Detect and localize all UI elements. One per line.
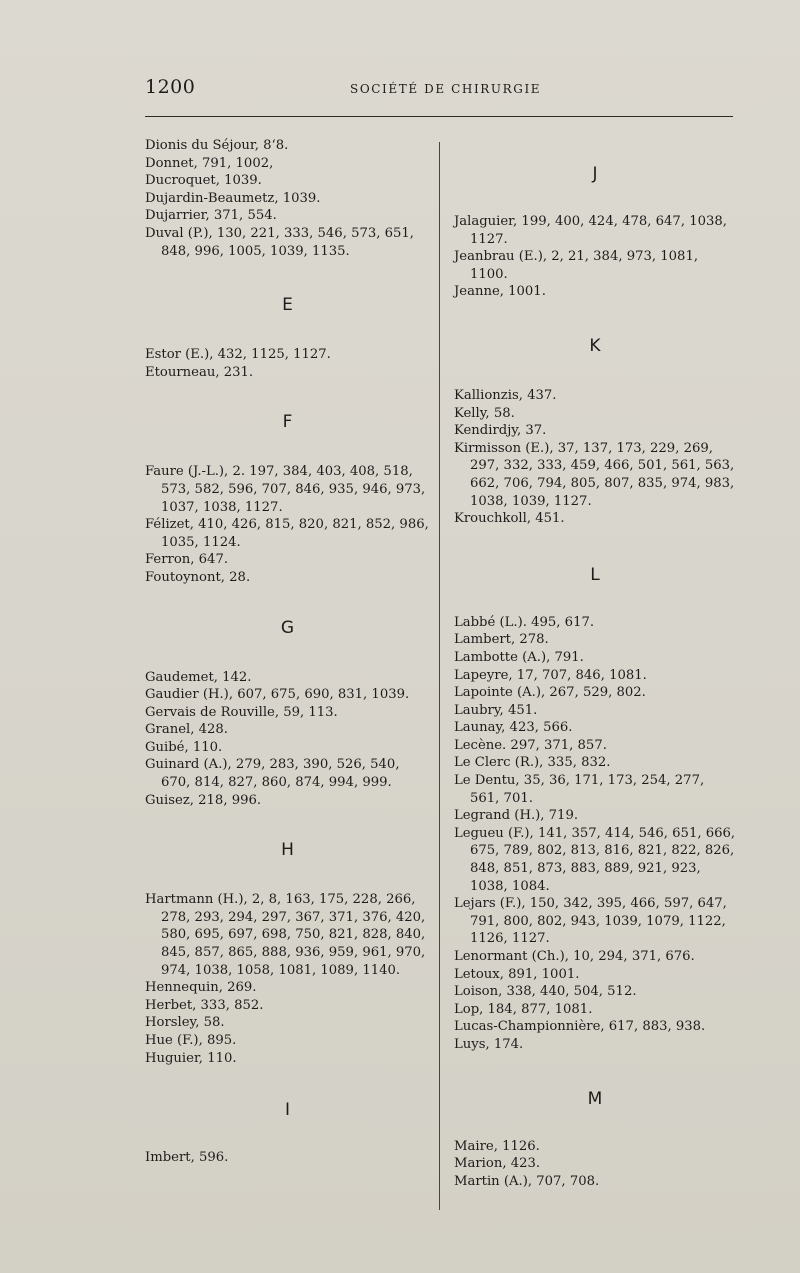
- section-letter-e: E: [282, 295, 293, 316]
- index-entry: Jeanne, 1001.: [454, 284, 546, 300]
- left-column: [145, 137, 430, 1167]
- index-entry: Jeanbrau (E.), 2, 21, 384, 973, 1081, 1100.: [454, 249, 699, 282]
- index-entry: Labbé (L.). 495, 617.: [454, 614, 595, 630]
- section-letter-f: F: [282, 412, 293, 433]
- index-entry: Marion, 423.: [454, 1156, 541, 1172]
- index-entry: Loison, 338, 440, 504, 512.: [454, 984, 637, 1000]
- index-entry: Jalaguier, 199, 400, 424, 478, 647, 1038, 1127.: [454, 214, 727, 247]
- page-header: [145, 76, 735, 104]
- section-letter-k: K: [589, 335, 601, 356]
- index-entry: Dujardin-Beaumetz, 1039.: [145, 190, 321, 206]
- index-entry: Laubry, 451.: [454, 702, 538, 718]
- index-entry: Guisez, 218, 996.: [145, 792, 262, 808]
- index-entry: Huguier, 110.: [145, 1050, 237, 1066]
- index-entry: Félizet, 410, 426, 815, 820, 821, 852, 986, 1035, 1124.: [145, 517, 429, 550]
- index-entry: Guinard (A.), 279, 283, 390, 526, 540, 670, 814, 827, 860, 874, 994, 999.: [145, 757, 400, 791]
- section-letter-h: H: [281, 840, 294, 861]
- index-entry: Duval (P.), 130, 221, 333, 546, 573, 651, 848, 996, 1005, 1039, 1135.: [145, 225, 414, 259]
- index-entry: Faure (J.-L.), 2. 197, 384, 403, 408, 518, 573, 582, 596, 707, 846, 935, 946, 973, 1037, 1038, 1127.: [145, 464, 426, 515]
- index-entry: Martin (A.), 707, 708.: [454, 1173, 600, 1189]
- index-entry: Gervais de Rouville, 59, 113.: [145, 704, 338, 720]
- index-entry: Lop, 184, 877, 1081.: [454, 1001, 593, 1017]
- index-entry: Kallionzis, 437.: [454, 387, 557, 403]
- index-entry: Le Clerc (R.), 335, 832.: [454, 755, 611, 771]
- index-entry: Hue (F.), 895.: [145, 1033, 237, 1048]
- index-entry: Imbert, 596.: [145, 1150, 229, 1166]
- index-entry: Luys, 174.: [454, 1036, 524, 1052]
- index-entry: Lenormant (Ch.), 10, 294, 371, 676.: [454, 949, 695, 964]
- index-entry: Lucas-Championnière, 617, 883, 938.: [454, 1019, 706, 1035]
- section-letter-g: G: [280, 617, 295, 638]
- index-entry: Hartmann (H.), 2, 8, 163, 175, 228, 266, 278, 293, 294, 297, 367, 371, 376, 420, 580, 695, 697, 698, 750, 821, 828, 840, 845, 857, 865, 888, 936, 959, 961, 970, 974, 1038, 1058, 1081, 1089, 1140.: [145, 892, 426, 978]
- index-entry: Legrand (H.), 719.: [454, 808, 579, 824]
- index-entry: Hennequin, 269.: [145, 980, 257, 996]
- index-entry: Kendirdjy, 37.: [454, 423, 547, 439]
- index-entry: Herbet, 333, 852.: [145, 997, 264, 1013]
- section-letter-i: I: [284, 1100, 290, 1121]
- index-entry: Donnet, 791, 1002,: [145, 155, 274, 171]
- running-title: SOCIÉTÉ DE CHIRURGIE: [350, 82, 542, 96]
- section-letter-l: L: [590, 564, 600, 585]
- index-entry: Kirmisson (E.), 37, 137, 173, 229, 269, 297, 332, 333, 459, 466, 501, 561, 563, 662, 706, 794, 805, 807, 835, 974, 983, 1038, 1039, 1127.: [454, 440, 735, 509]
- index-entry: Legueu (F.), 141, 357, 414, 546, 651, 666, 675, 789, 802, 813, 816, 821, 822, 826, 848, 851, 873, 883, 889, 921, 923, 1038, 1084.: [454, 825, 736, 894]
- index-entry: Le Dentu, 35, 36, 171, 173, 254, 277, 561, 701.: [454, 773, 705, 806]
- right-column: [454, 137, 736, 1190]
- section-letter-m: M: [587, 1088, 603, 1109]
- index-entry: Lecène. 297, 371, 857.: [454, 737, 607, 753]
- page-number: 1200: [145, 76, 196, 98]
- index-entry: Etourneau, 231.: [145, 364, 254, 380]
- index-entry: Lambert, 278.: [454, 632, 549, 648]
- index-entry: Launay, 423, 566.: [454, 720, 573, 736]
- index-entry: Dujarrier, 371, 554.: [145, 208, 277, 224]
- index-entry: Gaudemet, 142.: [145, 669, 252, 685]
- index-entry: Foutoynont, 28.: [145, 569, 251, 585]
- index-entry: Ferron, 647.: [145, 552, 229, 568]
- index-entry: Lapeyre, 17, 707, 846, 1081.: [454, 667, 647, 683]
- index-entry: Estor (E.), 432, 1125, 1127.: [145, 347, 331, 363]
- index-entry: Lapointe (A.), 267, 529, 802.: [454, 685, 646, 701]
- index-entry: Gaudier (H.), 607, 675, 690, 831, 1039.: [145, 687, 410, 703]
- index-entry: Granel, 428.: [145, 722, 228, 738]
- index-entry: Letoux, 891, 1001.: [454, 966, 580, 982]
- index-entry: Lejars (F.), 150, 342, 395, 466, 597, 647, 791, 800, 802, 943, 1039, 1079, 1122, 1126, 1127.: [454, 896, 727, 947]
- column-divider: [439, 142, 440, 1210]
- index-entry: Ducroquet, 1039.: [145, 173, 262, 189]
- header-rule: [145, 116, 733, 117]
- index-entry: Lambotte (A.), 791.: [454, 649, 584, 665]
- index-entry: Dionis du Séjour, 8ʻ8.: [145, 138, 289, 153]
- index-entry: Guibé, 110.: [145, 739, 223, 755]
- index-entry: Kelly, 58.: [454, 405, 515, 421]
- index-entry: Maire, 1126.: [454, 1138, 540, 1154]
- section-letter-j: J: [592, 164, 598, 184]
- index-entry: Horsley, 58.: [145, 1015, 225, 1031]
- index-entry: Krouchkoll, 451.: [454, 511, 565, 527]
